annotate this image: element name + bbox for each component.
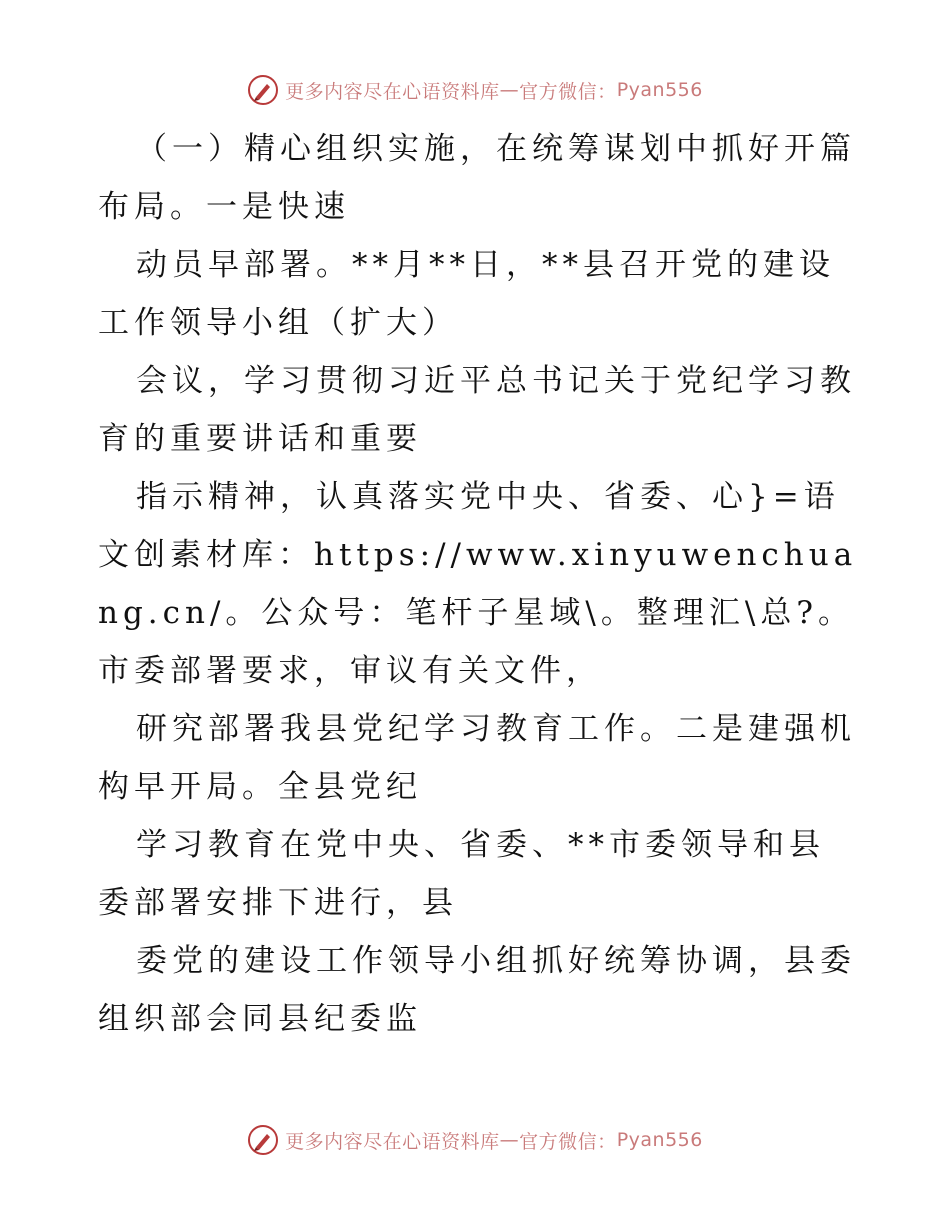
paragraph-2: 动员早部署。**月**日，**县召开党的建设工作领导小组（扩大） [98,247,835,341]
paragraph-4: 指示精神，认真落实党中央、省委、心}=语文创素材库：https://www.xinyuwenchuang.cn/。公众号：笔杆子星域\。整理汇\总?。市委部署要求，审议有关文件， [98,479,858,689]
pen-logo-icon [247,74,279,106]
paragraph-6: 学习教育在党中央、省委、**市委领导和县委部署安排下进行，县 [98,827,825,921]
paragraph-5: 研究部署我县党纪学习教育工作。二是建强机构早开局。全县党纪 [98,711,856,805]
paragraph-3: 会议，学习贯彻习近平总书记关于党纪学习教育的重要讲话和重要 [98,363,856,457]
footer-watermark [0,1120,950,1160]
header-wechat-id: Pyan556 [616,79,703,101]
footer-separator: — [499,1129,520,1151]
footer-wechat-id: Pyan556 [616,1129,703,1151]
paragraph-7: 委党的建设工作领导小组抓好统筹协调，县委组织部会同县纪委监 [98,943,856,1037]
paragraph-1: （一）精心组织实施，在统筹谋划中抓好开篇布局。一是快速 [98,131,856,225]
pen-logo-icon [247,1124,279,1156]
footer-wechat-label: 官方微信： [519,1130,617,1153]
header-separator: — [499,79,520,101]
footer-brand-text: 更多内容尽在心语资料库 [285,1130,500,1153]
header-brand-text: 更多内容尽在心语资料库 [285,80,500,103]
header-wechat-label: 官方微信： [519,80,617,103]
header-watermark [0,70,950,110]
document-body [98,120,858,1048]
